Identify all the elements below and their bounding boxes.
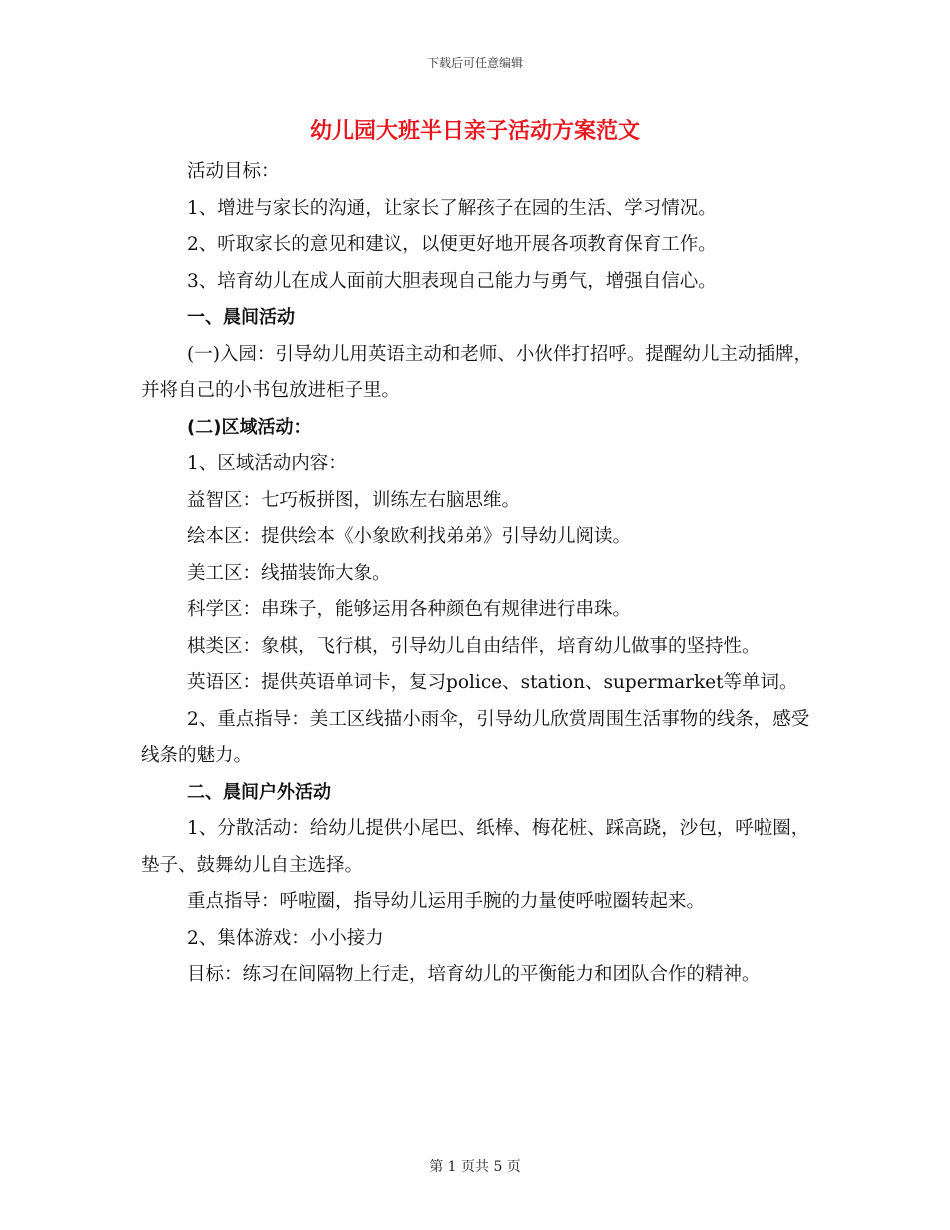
paragraph: 2、重点指导：美工区线描小雨伞，引导幼儿欣赏周围生活事物的线条，感受线条的魅力。 bbox=[141, 708, 810, 766]
section-heading: 一、晨间活动 bbox=[187, 307, 295, 328]
section-heading: 二、晨间户外活动 bbox=[187, 781, 331, 803]
paragraph: 英语区：提供英语单词卡，复习police、station、supermarket等单词。 bbox=[187, 672, 798, 693]
paragraph: 益智区：七巧板拼图，训练左右脑思维。 bbox=[187, 489, 521, 511]
page-number: 第 1 页共 5 页 bbox=[429, 1159, 521, 1175]
paragraph: 重点指导：呼啦圈，指导幼儿运用手腕的力量使呼啦圈转起来。 bbox=[187, 891, 706, 912]
paragraph: 2、集体游戏：小小接力 bbox=[187, 927, 384, 949]
document-body bbox=[141, 154, 813, 994]
paragraph: (一)入园：引导幼儿用英语主动和老师、小伙伴打招呼。提醒幼儿主动插牌，并将自己的小书包放进柜子里。 bbox=[141, 343, 812, 401]
paragraph: 科学区：串珠子，能够运用各种颜色有规律进行串珠。 bbox=[187, 599, 632, 620]
paragraph: 目标：练习在间隔物上行走，培育幼儿的平衡能力和团队合作的精神。 bbox=[187, 964, 761, 985]
paragraph: 活动目标： bbox=[187, 161, 280, 182]
paragraph: 1、区域活动内容： bbox=[187, 453, 347, 474]
paragraph: 1、增进与家长的沟通，让家长了解孩子在园的生活、学习情况。 bbox=[187, 197, 717, 219]
paragraph: 绘本区：提供绘本《小象欧利找弟弟》引导幼儿阅读。 bbox=[187, 526, 632, 547]
paragraph: 1、分散活动：给幼儿提供小尾巴、纸棒、梅花桩、踩高跷，沙包，呼啦圈，垫子、鼓舞幼儿自主选择。 bbox=[141, 818, 810, 876]
paragraph: 2、听取家长的意见和建议，以便更好地开展各项教育保育工作。 bbox=[187, 234, 717, 255]
header-note: 下载后可任意编辑 bbox=[426, 56, 523, 70]
paragraph: 棋类区：象棋，飞行棋，引导幼儿自由结伴，培育幼儿做事的坚持性。 bbox=[187, 635, 761, 657]
paragraph: 3、培育幼儿在成人面前大胆表现自己能力与勇气，增强自信心。 bbox=[187, 270, 717, 292]
section-heading: (二)区域活动： bbox=[187, 416, 312, 438]
paragraph: 美工区：线描装饰大象。 bbox=[187, 562, 391, 584]
document-title: 幼儿园大班半日亲子活动方案范文 bbox=[309, 119, 640, 144]
